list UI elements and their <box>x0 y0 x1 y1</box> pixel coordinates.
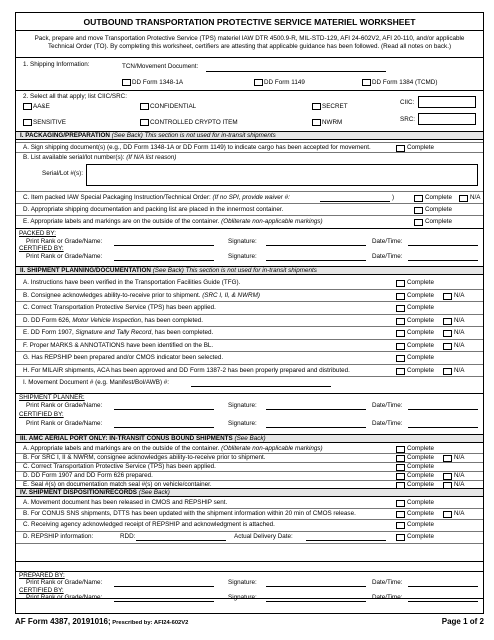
s2-row-1-note: (SRC I, II, & NWRM) <box>202 292 260 299</box>
s3-row-1-complete-checkbox[interactable] <box>396 455 405 462</box>
s4-row-2-label: C. Receiving agency acknowledged receipt of REPSHIP and acknowledgment is attached. <box>23 521 275 528</box>
s4-row-0-label: A. Movement document has been released in CMOS and REPSHIP sent. <box>23 499 228 506</box>
s2-row-7-text <box>23 367 350 375</box>
s2-row-8-text <box>23 379 169 387</box>
section-3-heading <box>20 435 266 443</box>
s1-row-c-complete-checkbox[interactable] <box>414 195 423 202</box>
s4-delivery-field[interactable] <box>306 540 386 541</box>
s2-planner-datetime-field[interactable] <box>408 409 478 410</box>
s1-row-e-note: (Obliterate non-applicable markings) <box>221 218 323 225</box>
s2-cert-rank-field[interactable] <box>114 427 214 428</box>
s1-cert-datetime-label: Date/Time: <box>372 253 403 260</box>
row-divider <box>16 228 483 229</box>
s2-row-3-text <box>23 317 203 325</box>
s2-row-6-text <box>23 354 223 362</box>
section-4-number: IV. <box>20 489 28 496</box>
row-divider <box>16 519 483 520</box>
s3-row-3-text <box>23 472 153 480</box>
s4-info-field[interactable] <box>16 561 483 562</box>
s1-packed-datetime-field[interactable] <box>408 245 478 246</box>
s2-row-5-complete-checkbox[interactable] <box>396 343 405 350</box>
row-divider <box>16 301 483 302</box>
s4-cert-rank-field[interactable] <box>114 601 214 602</box>
s4-prep-signature-label: Signature: <box>228 579 257 586</box>
s4-row-1-complete-label: Complete <box>407 510 434 517</box>
row-divider <box>16 339 483 340</box>
s3-row-3-na-label: N/A <box>454 472 465 479</box>
s3-row-3-na-checkbox[interactable] <box>443 473 452 480</box>
row-divider <box>16 152 483 153</box>
s1-row-a-complete-label: Complete <box>407 144 434 151</box>
s1-row-c-label: C. Item packed IAW Special Packaging Instruction/Technical Order: <box>23 194 211 201</box>
secret-checkbox[interactable] <box>312 103 321 110</box>
s2-planner-rank-label: Print Rank or Grade/Name: <box>26 402 103 409</box>
s2-row-0-complete-checkbox[interactable] <box>396 280 405 287</box>
s4-prep-rank-label: Print Rank or Grade/Name: <box>26 579 103 586</box>
row-divider <box>16 376 483 377</box>
sensitive-checkbox[interactable] <box>23 119 32 126</box>
s2-planner-rank-field[interactable] <box>114 409 214 410</box>
section-3-title: AMC AERIAL PORT ONLY: IN-TRANSIT CONUS BOUND SHIPMENTS <box>28 435 233 442</box>
dd1384-checkbox[interactable] <box>362 79 371 86</box>
s4-row-0-complete-checkbox[interactable] <box>396 500 405 507</box>
s3-row-2-text <box>23 463 216 471</box>
crypto-checkbox[interactable] <box>140 119 149 126</box>
section-1-note: (See Back) This section is not used for in-transit shipments <box>111 132 276 139</box>
s1-waiver-field[interactable] <box>320 201 390 202</box>
s3-row-2-complete-checkbox[interactable] <box>396 464 405 471</box>
section-4-note: (See Back) <box>138 489 170 496</box>
s1-row-c-na-label: N/A <box>470 194 481 201</box>
s2-row-5-complete-label: Complete <box>407 342 434 349</box>
s2-planner-role: SHIPMENT PLANNER: <box>19 394 85 401</box>
s4-row-3-complete-checkbox[interactable] <box>396 534 405 541</box>
tcn-label: TCN/Movement Document: <box>122 63 199 70</box>
row-divider <box>16 289 483 290</box>
s2-row-2-label: C. Correct Transportation Protective Service (TPS) has been applied. <box>23 304 216 311</box>
s1-row-d-complete-label: Complete <box>425 206 452 213</box>
s4-prep-datetime-field[interactable] <box>408 586 478 587</box>
s2-row-3-na-checkbox[interactable] <box>443 318 452 325</box>
s2-row-1-complete-checkbox[interactable] <box>396 293 405 300</box>
s2-row-1-label: B. Consignee acknowledges ability-to-receive prior to shipment. <box>23 292 203 299</box>
intro-line-1: Pack, prepare and move Transportation Protective Service (TPS) materiel IAW DTR 4500.9-R, MIL-STD-129, AFI 24-602V2, AFI 20-110, and/or applicable <box>34 35 465 42</box>
row-divider <box>16 203 483 204</box>
classification-label: 2. Select all that apply; list CIIC/SRC: <box>23 93 127 100</box>
s2-row-2-complete-label: Complete <box>407 304 434 311</box>
aae-checkbox[interactable] <box>23 103 32 110</box>
s1-cert-rank-label: Print Rank or Grade/Name: <box>26 253 103 260</box>
s1-row-c-na-checkbox[interactable] <box>459 195 468 202</box>
s1-cert-signature-field[interactable] <box>266 260 366 261</box>
s2-certified-role: CERTIFIED BY: <box>19 411 64 418</box>
s2-row-4-note: Signature and Tally Record <box>75 329 152 336</box>
s4-row-2-complete-label: Complete <box>407 521 434 528</box>
s3-row-1-complete-label: Complete <box>407 454 434 461</box>
s4-rdd-field[interactable] <box>136 540 226 541</box>
s2-row-2-text <box>23 304 216 312</box>
s2-row-3-complete-checkbox[interactable] <box>396 318 405 325</box>
s4-cert-signature-field[interactable] <box>266 601 366 602</box>
section-1-number: I. <box>20 132 24 139</box>
s1-row-e-label: E. Appropriate labels and markings are on the outside of the container. <box>23 218 222 225</box>
page-number: Page 1 of 2 <box>441 617 484 626</box>
s2-row-7-label: H. For MILAIR shipments, ACA has been approved and DD Form 1387-2 has been properly prepared and distributed. <box>23 367 350 374</box>
s1-packed-rank-field[interactable] <box>114 245 214 246</box>
s2-row-1-na-label: N/A <box>454 292 465 299</box>
s4-prep-rank-field[interactable] <box>114 586 214 587</box>
confidential-label: CONFIDENTIAL <box>150 103 197 110</box>
s3-row-0-label: A. Appropriate labels and markings are on the outside of the container. <box>23 445 222 452</box>
section-1-heading <box>20 132 276 140</box>
s4-prepared-role: PREPARED BY: <box>19 572 65 579</box>
s2-row-0-text <box>23 279 240 287</box>
s1-packed-rank-label: Print Rank or Grade/Name: <box>26 238 103 245</box>
section-1-title: PACKAGING/PREPARATION <box>25 132 110 139</box>
s1-row-b-label: B. List available serial/lot number(s): <box>23 154 127 161</box>
row-divider <box>16 191 483 192</box>
s4-row-1-label: B. For CONUS SNS shipments, DTTS has been updated with the shipment information within 20 min of CMOS release. <box>23 510 356 517</box>
s3-row-3-label: D. DD Form 1907 and DD Form 626 prepared. <box>23 472 153 479</box>
s2-row-5-text <box>23 342 213 350</box>
s3-row-2-label: C. Correct Transportation Protective Service (TPS) has been applied. <box>23 463 216 470</box>
s1-row-d-complete-checkbox[interactable] <box>414 207 423 214</box>
s4-prep-signature-field[interactable] <box>266 586 366 587</box>
s1-packed-signature-field[interactable] <box>266 245 366 246</box>
row-divider <box>16 543 483 544</box>
s4-delivery-label: Actual Delivery Date: <box>234 533 293 540</box>
s2-row-1-complete-label: Complete <box>407 292 434 299</box>
s3-row-2-complete-label: Complete <box>407 463 434 470</box>
ciic-label: CIIC: <box>400 99 415 106</box>
row-divider <box>16 351 483 352</box>
s2-row-0-complete-label: Complete <box>407 279 434 286</box>
s1-row-e-complete-label: Complete <box>425 218 452 225</box>
s2-planner-datetime-label: Date/Time: <box>372 402 403 409</box>
s4-row-3-complete-label: Complete <box>407 533 434 540</box>
s1-row-b-note: (If N/A list reason) <box>126 154 177 161</box>
s4-row-0-text <box>23 499 227 507</box>
s2-row-6-label: G. Has REPSHIP been prepared and/or CMOS indicator been selected. <box>23 354 224 361</box>
nwrm-checkbox[interactable] <box>312 119 321 126</box>
s2-row-4-na-checkbox[interactable] <box>443 330 452 337</box>
s3-row-0-complete-checkbox[interactable] <box>396 446 405 453</box>
s1-serial-field[interactable] <box>86 164 478 186</box>
section-4-title: SHIPMENT DISPOSITION/RECORDS <box>28 489 137 496</box>
s1-row-e-text <box>23 218 323 226</box>
row-divider <box>16 326 483 327</box>
row-divider <box>16 314 483 315</box>
dd1149-label: DD Form 1149 <box>264 79 305 86</box>
src-field[interactable] <box>418 113 476 125</box>
s3-row-0-complete-label: Complete <box>407 445 434 452</box>
section-3-note: (See Back) <box>234 435 266 442</box>
src-label: SRC: <box>400 116 416 123</box>
s4-cert-datetime-label: Date/Time: <box>372 594 403 601</box>
s2-row-3-na-label: N/A <box>454 317 465 324</box>
s1-row-d-text <box>23 206 283 214</box>
s2-planner-signature-field[interactable] <box>266 409 366 410</box>
s2-row-7-na-label: N/A <box>454 367 465 374</box>
s3-row-0-note: (Obliterate non-applicable markings) <box>221 445 323 452</box>
s4-row-1-text <box>23 510 356 518</box>
s4-rdd-label: RDD: <box>120 533 136 540</box>
aae-label: AA&E <box>33 103 50 110</box>
s2-row-4-label: E. DD Form 1907, <box>23 329 76 336</box>
intro-line-2: Technical Order (TO). By completing this worksheet, certifiers are attesting that applicable guidance has been followed. (Read all notes on back.) <box>47 43 452 50</box>
s1-row-b-text <box>23 154 176 162</box>
secret-label: SECRET <box>322 103 348 110</box>
row-divider <box>16 215 483 216</box>
crypto-label: CONTROLLED CRYPTO ITEM <box>150 119 238 126</box>
s1-row-a-text <box>23 144 371 152</box>
s1-row-e-complete-checkbox[interactable] <box>414 219 423 226</box>
s1-packed-datetime-label: Date/Time: <box>372 238 403 245</box>
s4-cert-rank-label: Print Rank or Grade/Name: <box>26 594 103 601</box>
section-4-heading <box>20 489 170 497</box>
s2-cert-signature-label: Signature: <box>228 420 257 427</box>
s2-cert-signature-field[interactable] <box>266 427 366 428</box>
s1-row-c-note: (If no SPI, provide waiver #: <box>212 194 290 201</box>
section-2-heading <box>20 267 317 275</box>
dd1348-label: DD Form 1348-1A <box>132 79 184 86</box>
s4-row-2-text <box>23 521 275 529</box>
s2-row-5-na-checkbox[interactable] <box>443 343 452 350</box>
s1-cert-datetime-field[interactable] <box>408 260 478 261</box>
row-divider <box>16 364 483 365</box>
s3-row-1-text <box>23 454 266 462</box>
s2-planner-signature-label: Signature: <box>228 402 257 409</box>
s1-row-c-complete-label: Complete <box>425 194 452 201</box>
s3-row-1-na-label: N/A <box>454 454 465 461</box>
confidential-checkbox[interactable] <box>140 103 149 110</box>
s2-row-4-text <box>23 329 213 337</box>
row-divider <box>16 508 483 509</box>
s1-row-d-label: D. Appropriate shipping documentation and packing list are placed in the innermost container. <box>23 206 284 213</box>
sensitive-label: SENSITIVE <box>33 119 66 126</box>
s4-certified-role: CERTIFIED BY: <box>19 587 64 594</box>
s2-row-7-complete-checkbox[interactable] <box>396 368 405 375</box>
worksheet-form <box>15 12 484 614</box>
s2-row-4-complete-checkbox[interactable] <box>396 330 405 337</box>
s3-row-4-label: E. Seal #(s) on documentation match seal #(s) on vehicle/container. <box>23 481 212 488</box>
s2-row-3-note: Motor Vehicle Inspection <box>72 317 142 324</box>
s3-row-4-complete-label: Complete <box>407 481 434 488</box>
nwrm-label: NWRM <box>322 119 343 126</box>
s2-row-3-end: , has been completed. <box>141 317 204 324</box>
s2-row-4-na-label: N/A <box>454 329 465 336</box>
dd1149-checkbox[interactable] <box>254 79 263 86</box>
s4-row-1-na-checkbox[interactable] <box>443 511 452 518</box>
s1-packed-role: PACKED BY: <box>19 230 56 237</box>
s2-row-1-na-checkbox[interactable] <box>443 293 452 300</box>
dd1348-checkbox[interactable] <box>122 79 131 86</box>
section-3-number: III. <box>20 435 27 442</box>
s4-row-2-complete-checkbox[interactable] <box>396 522 405 529</box>
s4-cert-signature-label: Signature: <box>228 594 257 601</box>
tcn-field[interactable] <box>206 71 386 72</box>
s3-row-1-label: B. For SRC I, II & NWRM, consignee acknowledges ability-to-receive prior to shipment. <box>23 454 266 461</box>
s4-prep-datetime-label: Date/Time: <box>372 579 403 586</box>
s1-packed-signature-label: Signature: <box>228 238 257 245</box>
s3-row-0-text <box>23 445 323 453</box>
s2-row-1-text <box>23 292 260 300</box>
s2-row-2-complete-checkbox[interactable] <box>396 305 405 312</box>
s4-row-3-label: D. REPSHIP information: <box>23 533 94 540</box>
form-title: OUTBOUND TRANSPORTATION PROTECTIVE SERVICE MATERIEL WORKSHEET <box>83 17 416 27</box>
row-divider <box>16 393 483 394</box>
s2-cert-datetime-field[interactable] <box>408 427 478 428</box>
s3-row-3-complete-label: Complete <box>407 472 434 479</box>
section-2-title: SHIPMENT PLANNING/DOCUMENTATION <box>27 267 151 274</box>
row-divider <box>16 531 483 532</box>
s2-row-6-complete-checkbox[interactable] <box>396 355 405 362</box>
section-2-number: II. <box>20 267 26 274</box>
s2-cert-datetime-label: Date/Time: <box>372 420 403 427</box>
s2-row-6-complete-label: Complete <box>407 354 434 361</box>
s2-row-5-na-label: N/A <box>454 342 465 349</box>
dd1384-label: DD Form 1384 (TCMD) <box>372 79 438 86</box>
s4-row-3-text <box>23 533 93 541</box>
s1-row-c-text <box>23 194 290 202</box>
ciic-field[interactable] <box>418 96 476 108</box>
s1-row-a-label: A. Sign shipping document(s) (e.g., DD Form 1348-1A or DD Form 1149) to indicate cargo has been accepted for movement. <box>23 144 371 151</box>
s2-row-3-label: D. DD Form 626, <box>23 317 73 324</box>
s1-row-a-complete-checkbox[interactable] <box>396 145 405 152</box>
row-divider <box>16 142 483 143</box>
s4-cert-datetime-field[interactable] <box>408 601 478 602</box>
s2-movement-doc-field[interactable] <box>191 386 331 387</box>
footer-form-id <box>15 617 188 628</box>
s2-row-4-complete-label: Complete <box>407 329 434 336</box>
s2-cert-rank-label: Print Rank or Grade/Name: <box>26 420 103 427</box>
s4-row-1-complete-checkbox[interactable] <box>396 511 405 518</box>
s3-row-4-na-label: N/A <box>454 481 465 488</box>
s1-serial-text: Serial/Lot #(s): <box>42 170 83 177</box>
s4-row-1-na-label: N/A <box>454 510 465 517</box>
s3-row-3-complete-checkbox[interactable] <box>396 473 405 480</box>
s2-row-4-end: , has been completed. <box>151 329 214 336</box>
s2-row-3-complete-label: Complete <box>407 317 434 324</box>
s1-cert-signature-label: Signature: <box>228 253 257 260</box>
form-number: AF Form 4387, 20191016; <box>15 617 111 626</box>
s2-row-8-label: I. Movement Document # (e.g. Manifest/Bol/AWB) #: <box>23 379 170 386</box>
row-divider <box>16 571 483 572</box>
s1-row-c-end: ) <box>392 194 395 201</box>
shipping-info-label: 1. Shipping Information: <box>23 61 90 68</box>
s1-certified-role: CERTIFIED BY: <box>19 245 64 252</box>
s2-row-0-label: A. Instructions have been verified in the Transportation Facilities Guide (TFG). <box>23 279 241 286</box>
s2-row-5-label: F. Proper MARKS & ANNOTATIONS have been identified on the BL. <box>23 342 214 349</box>
s1-cert-rank-field[interactable] <box>114 260 214 261</box>
section-2-note: (See Back) This section is not used for in-transit shipments <box>152 267 317 274</box>
s4-row-0-complete-label: Complete <box>407 499 434 506</box>
s3-row-1-na-checkbox[interactable] <box>443 455 452 462</box>
prescribed-by: Prescribed by: AFI24-602V2 <box>110 620 189 626</box>
s2-row-7-na-checkbox[interactable] <box>443 368 452 375</box>
s2-row-7-complete-label: Complete <box>407 367 434 374</box>
